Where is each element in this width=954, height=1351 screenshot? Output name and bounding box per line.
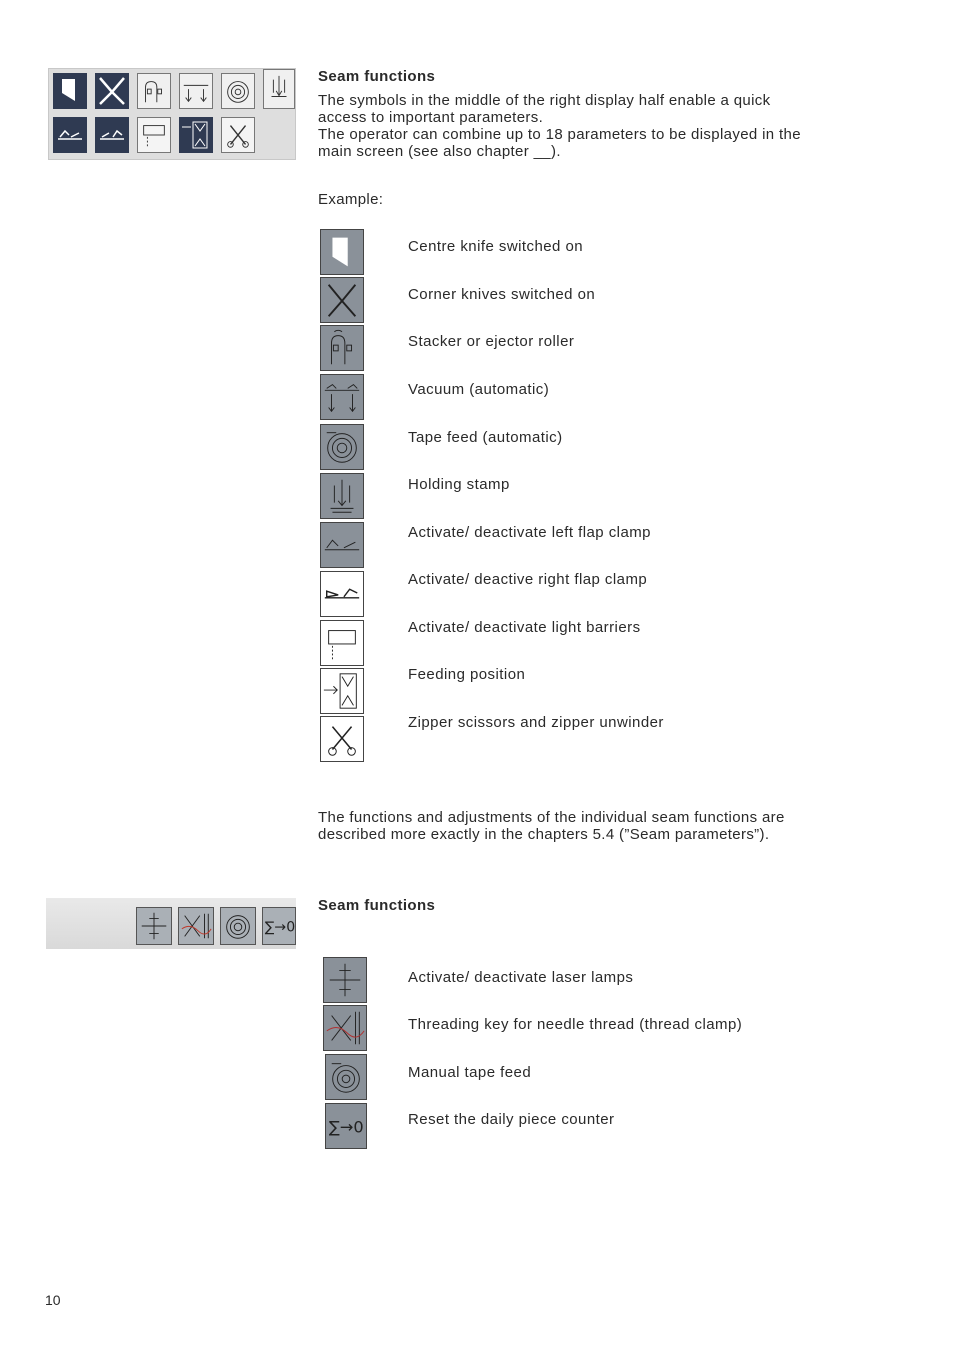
reset-counter-icon (325, 1103, 367, 1149)
right-flap-clamp-icon[interactable] (95, 117, 129, 153)
laser-lamp-icon[interactable] (136, 907, 172, 945)
list-item-label: Activate/ deactivate light barriers (408, 619, 641, 636)
right-flap-clamp-icon (320, 571, 364, 617)
list-item-label: Reset the daily piece counter (408, 1111, 615, 1128)
stacker-roller-icon[interactable] (137, 73, 171, 109)
list-item-label: Tape feed (automatic) (408, 429, 563, 446)
section1-closing (318, 809, 898, 843)
left-flap-clamp-icon[interactable] (53, 117, 87, 153)
closing-line: described more exactly in the chapters 5.4 (”Seam parameters”). (318, 826, 770, 843)
zipper-scissors-icon[interactable] (221, 117, 255, 153)
list-item-label: Corner knives switched on (408, 286, 596, 303)
list-item-label: Holding stamp (408, 476, 510, 493)
intro-line: main screen (see also chapter __). (318, 143, 561, 160)
tape-feed-icon (320, 424, 364, 470)
threading-key-icon[interactable] (178, 907, 214, 945)
holding-stamp-icon[interactable] (263, 69, 295, 109)
display-strip-top (48, 68, 296, 160)
list-item-label: Activate/ deactivate left flap clamp (408, 524, 651, 541)
corner-knives-icon[interactable] (95, 73, 129, 109)
left-flap-clamp-icon (320, 522, 364, 568)
intro-line: The symbols in the middle of the right display half enable a quick (318, 92, 771, 109)
svg-text:∑→0: ∑→0 (328, 1117, 364, 1137)
section2-title: Seam functions (318, 897, 436, 914)
list-item-label: Stacker or ejector roller (408, 333, 575, 350)
stacker-roller-icon (320, 325, 364, 371)
feeding-position-icon[interactable] (179, 117, 213, 153)
vacuum-icon (320, 374, 364, 420)
svg-text:∑→0: ∑→0 (264, 919, 295, 936)
light-barrier-icon[interactable] (137, 117, 171, 153)
closing-line: The functions and adjustments of the individual seam functions are (318, 809, 785, 826)
section1-title: Seam functions (318, 68, 436, 85)
list-item-label: Manual tape feed (408, 1064, 532, 1081)
list-item-label: Activate/ deactivate laser lamps (408, 969, 634, 986)
corner-knives-icon (320, 277, 364, 323)
threading-key-icon (323, 1005, 367, 1051)
intro-line: The operator can combine up to 18 parameters to be displayed in the (318, 126, 801, 143)
centre-knife-icon[interactable] (53, 73, 87, 109)
list-item-label: Zipper scissors and zipper unwinder (408, 714, 664, 731)
display-strip-bottom (46, 898, 296, 949)
list-item-label: Centre knife switched on (408, 238, 584, 255)
feeding-position-icon (320, 668, 364, 714)
tape-feed-icon[interactable] (221, 73, 255, 109)
centre-knife-icon (320, 229, 364, 275)
section1-intro (318, 92, 898, 160)
reset-counter-icon[interactable] (262, 907, 296, 945)
zipper-scissors-icon (320, 716, 364, 762)
light-barrier-icon (320, 620, 364, 666)
example-label: Example: (318, 191, 384, 208)
intro-line: access to important parameters. (318, 109, 544, 126)
list-item-label: Activate/ deactive right flap clamp (408, 571, 648, 588)
list-item-label: Threading key for needle thread (thread clamp) (408, 1016, 743, 1033)
list-item-label: Feeding position (408, 666, 526, 683)
laser-lamp-icon (323, 957, 367, 1003)
manual-tape-feed-icon (325, 1054, 367, 1100)
vacuum-icon[interactable] (179, 73, 213, 109)
holding-stamp-icon (320, 473, 364, 519)
page-number: 10 (45, 1292, 61, 1308)
manual-tape-feed-icon[interactable] (220, 907, 256, 945)
list-item-label: Vacuum (automatic) (408, 381, 550, 398)
